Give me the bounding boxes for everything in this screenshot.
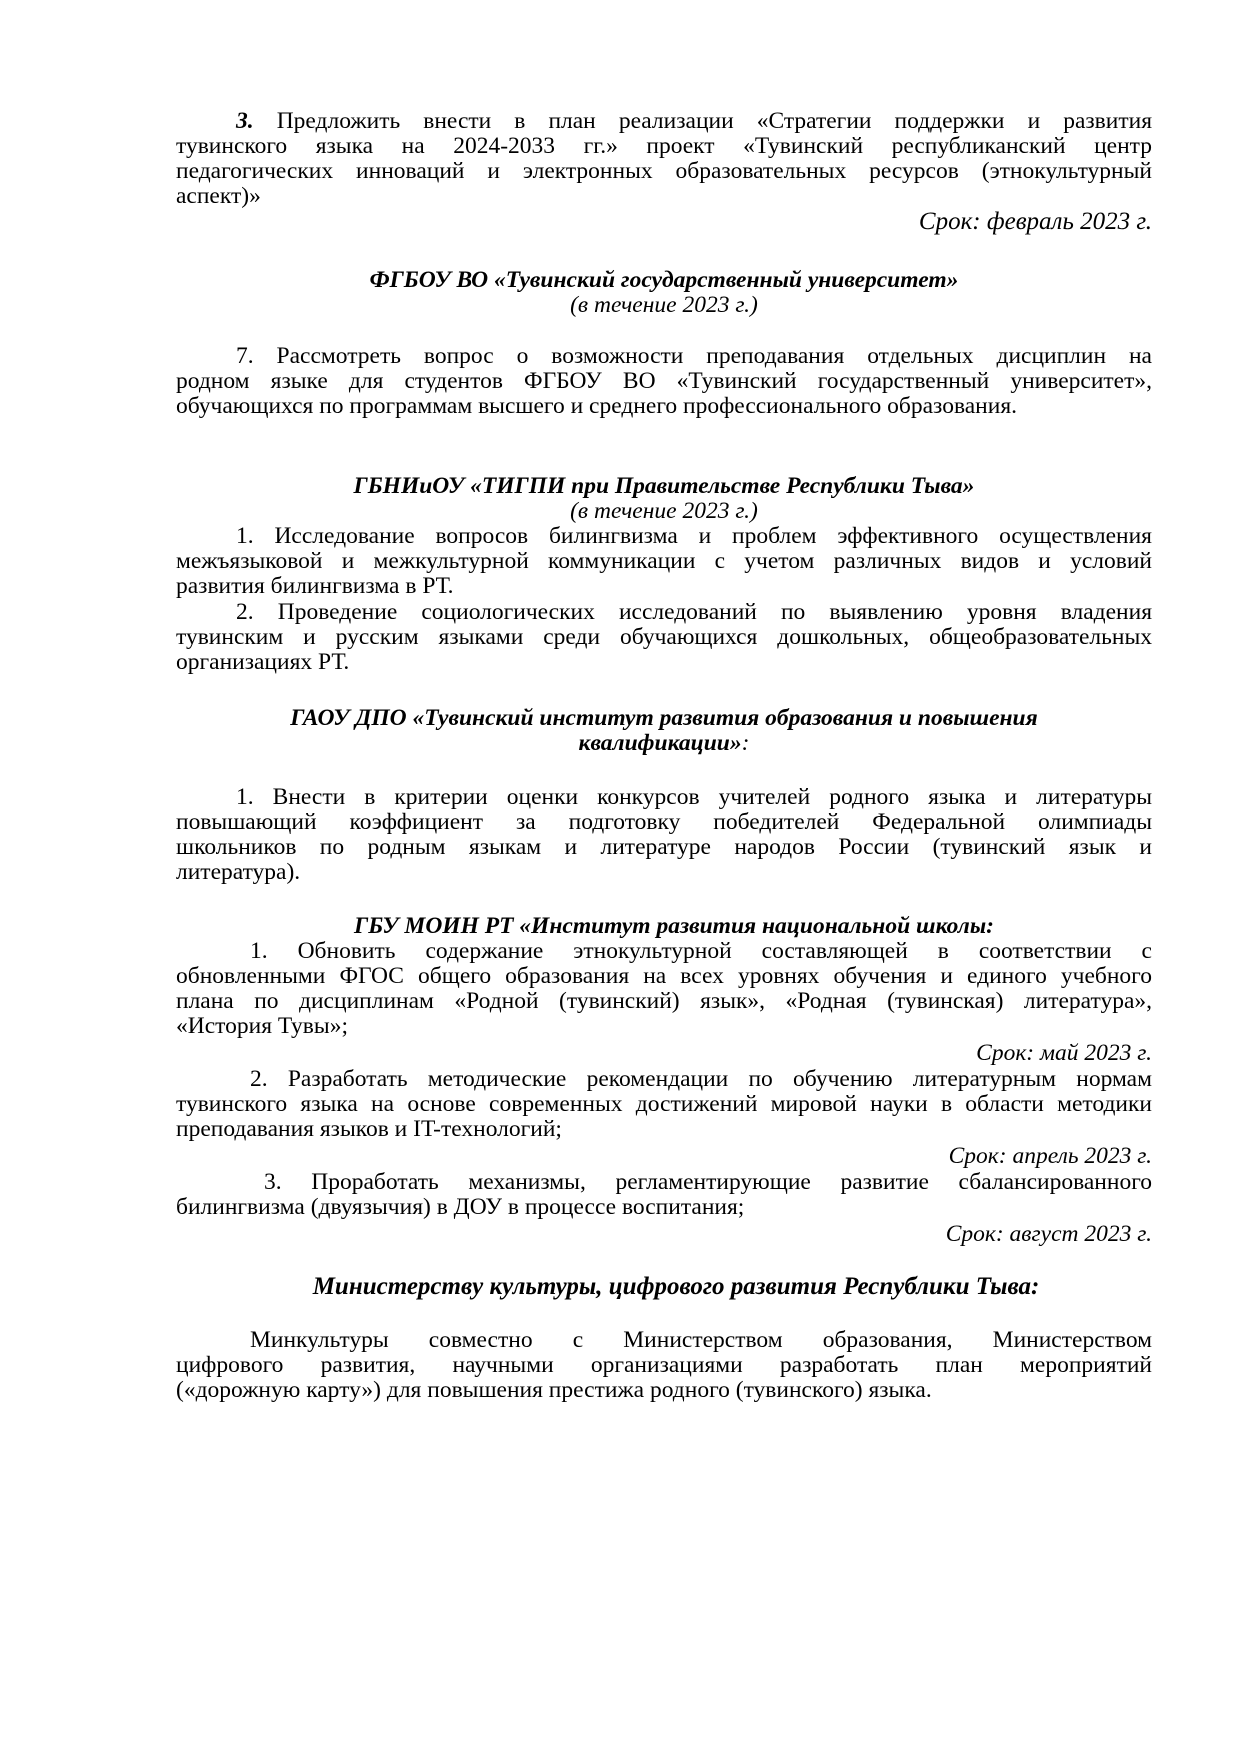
tiro-item-1-line-1: 1. Внести в критерии оценки конкурсов учителей родного языка и литературы: [236, 784, 1152, 810]
intro-paragraph-line-3: педагогических инноваций и электронных образовательных ресурсов (этнокультурный: [176, 158, 1152, 184]
tgu-item-7-line-1: 7. Рассмотреть вопрос о возможности преподавания отдельных дисциплин на: [236, 343, 1152, 369]
minculture-paragraph-line-1: Минкультуры совместно с Министерством образования, Министерством: [250, 1327, 1152, 1353]
moin-item-3-line-2: билингвизма (двуязычия) в ДОУ в процессе воспитания;: [176, 1194, 745, 1220]
tiro-item-1-line-3: школьников по родным языкам и литературе народов России (тувинский язык и: [176, 834, 1152, 860]
tigpi-item-1-line-3: развития билингвизма в РТ.: [176, 573, 454, 599]
tigpi-item-1-line-1: 1. Исследование вопросов билингвизма и проблем эффективного осуществления: [236, 523, 1152, 549]
tgu-item-7-line-2: родном языке для студентов ФГБОУ ВО «Тувинский государственный университет»,: [176, 368, 1152, 394]
tigpi-item-1-line-2: межъязыковой и межкультурной коммуникации с учетом различных видов и условий: [176, 548, 1152, 574]
tgu-item-7-line-3: обучающихся по программам высшего и среднего профессионального образования.: [176, 393, 1017, 419]
minculture-paragraph-line-2: цифрового развития, научными организациями разработать план мероприятий: [176, 1352, 1152, 1378]
tigpi-item-2-line-3: организациях РТ.: [176, 649, 350, 675]
tiro-heading-line-2: квалификации»:: [578, 730, 750, 756]
moin-item-2-line-3: преподавания языков и IT-технологий;: [176, 1116, 562, 1142]
moin-item-1-line-2: обновленными ФГОС общего образования на всех уровнях обучения и единого учебного: [176, 963, 1152, 989]
moin-item-1-line-3: плана по дисциплинам «Родной (тувинский) язык», «Родная (тувинская) литература»,: [176, 988, 1152, 1014]
tigpi-item-2-line-2: тувинским и русским языками среди обучающихся дошкольных, общеобразовательных: [176, 624, 1152, 650]
moin-item-2-line-1: 2. Разработать методические рекомендации по обучению литературным нормам: [250, 1066, 1152, 1092]
moin-item-2-deadline: Срок: апрель 2023 г.: [948, 1143, 1152, 1169]
tigpi-heading: ГБНИиОУ «ТИГПИ при Правительстве Республики Тыва»: [353, 473, 975, 499]
intro-deadline: Срок: февраль 2023 г.: [918, 208, 1152, 235]
tigpi-subheading: (в течение 2023 г.): [570, 498, 758, 524]
tiro-item-1-line-2: повышающий коэффициент за подготовку победителей Федеральной олимпиады: [176, 809, 1152, 835]
moin-item-3-line-1: 3. Проработать механизмы, регламентирующие развитие сбалансированного: [264, 1169, 1152, 1195]
moin-item-1-line-4: «История Тувы»;: [176, 1013, 348, 1039]
moin-item-3-deadline: Срок: август 2023 г.: [945, 1221, 1152, 1247]
tiro-heading-line-1: ГАОУ ДПО «Тувинский институт развития образования и повышения: [290, 705, 1038, 731]
tgu-subheading: (в течение 2023 г.): [570, 292, 758, 318]
tigpi-item-2-line-1: 2. Проведение социологических исследований по выявлению уровня владения: [236, 599, 1152, 625]
moin-item-2-line-2: тувинского языка на основе современных достижений мировой науки в области методики: [176, 1091, 1152, 1117]
item-number: 3.: [236, 108, 254, 134]
moin-item-1-line-1: 1. Обновить содержание этнокультурной составляющей в соответствии с: [250, 938, 1152, 964]
minculture-paragraph-line-3: («дорожную карту») для повышения престижа родного (тувинского) языка.: [176, 1377, 932, 1403]
tgu-heading: ФГБОУ ВО «Тувинский государственный университет»: [369, 267, 959, 293]
moin-item-1-deadline: Срок: май 2023 г.: [976, 1040, 1152, 1066]
intro-paragraph-line-2: тувинского языка на 2024-2033 гг.» проект «Тувинский республиканский центр: [176, 133, 1152, 159]
intro-paragraph-line-4: аспект)»: [176, 183, 261, 209]
moin-heading: ГБУ МОИН РТ «Институт развития национальной школы:: [354, 913, 994, 939]
intro-paragraph-line-1: 3. Предложить внести в план реализации «Стратегии поддержки и развития: [236, 108, 1152, 134]
tiro-item-1-line-4: литература).: [176, 859, 301, 885]
minculture-heading: Министерству культуры, цифрового развития Республики Тыва:: [312, 1273, 1040, 1300]
